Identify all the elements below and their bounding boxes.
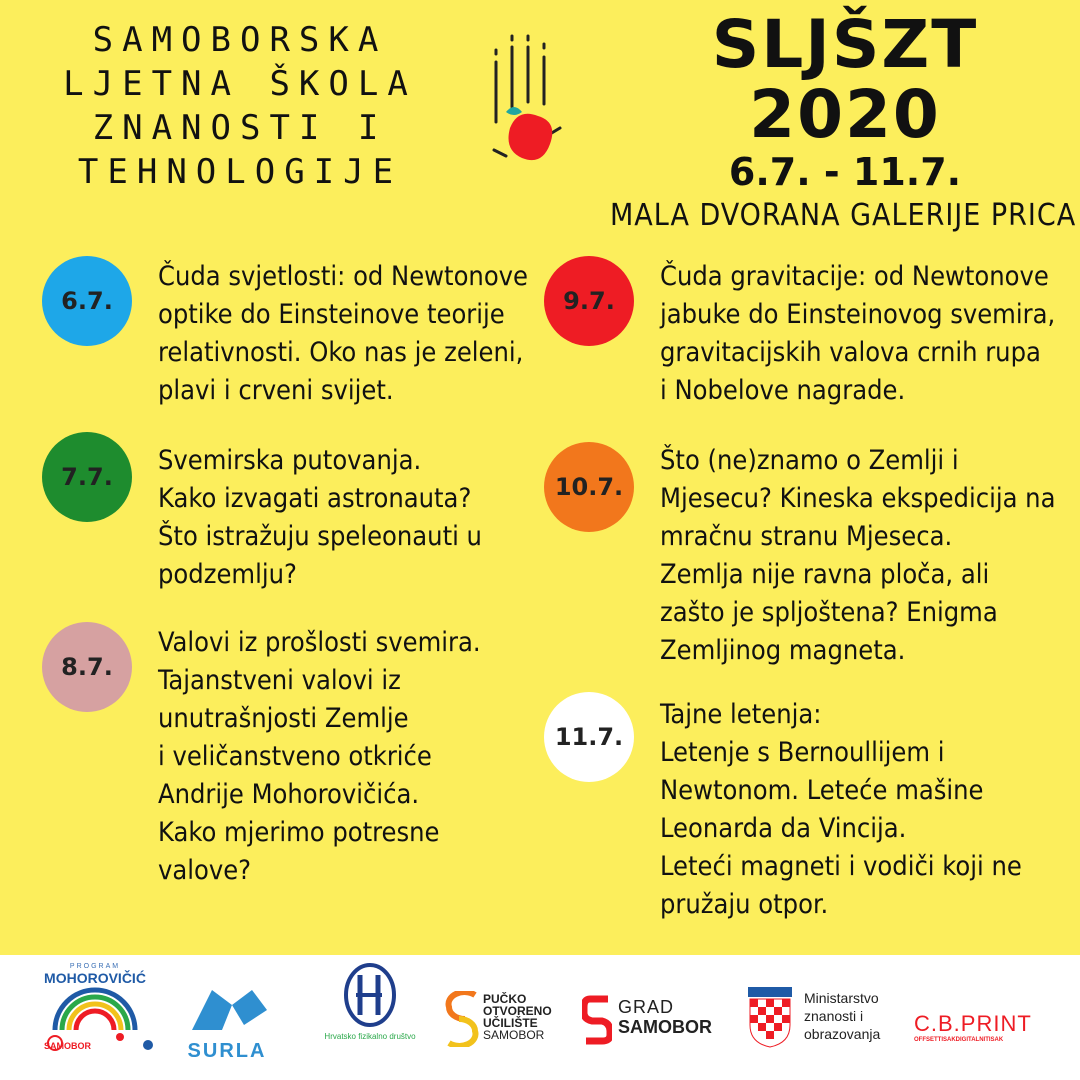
event-title — [640, 6, 1050, 153]
session-line: Newtonom. Leteće mašine — [660, 775, 984, 806]
session-description — [660, 442, 1055, 670]
date-circle: 7.7. — [42, 432, 132, 522]
date-circle: 6.7. — [42, 256, 132, 346]
session-line: Andrije Mohorovičića. — [158, 779, 420, 810]
ministry-line: obrazovanja — [804, 1026, 881, 1042]
session-line: Mjesecu? Kineska ekspedicija na — [660, 483, 1056, 514]
session-line: Zemljinog magneta. — [660, 635, 906, 666]
surla-mark-icon — [182, 985, 272, 1035]
session-line: optike do Einsteinove teorije — [158, 299, 505, 330]
session-line: Letenje s Bernoullijem i — [660, 737, 945, 768]
session-line: Kako mjerimo potresne — [158, 817, 440, 848]
school-line: TEHNOLOGIJE — [77, 152, 403, 192]
date-circle: 9.7. — [544, 256, 634, 346]
session-description — [158, 442, 482, 594]
session-line: Zemlja nije ravna ploča, ali — [660, 559, 990, 590]
pou-line: OTVORENO — [483, 1004, 552, 1018]
school-line: ZNANOSTI I — [92, 108, 388, 148]
session-line: Leonarda da Vincija. — [660, 813, 907, 844]
date-circle: 10.7. — [544, 442, 634, 532]
grad-label: GRAD — [618, 997, 675, 1017]
session-line: Svemirska putovanja. — [158, 445, 422, 476]
falling-apple-icon — [488, 32, 568, 172]
session-line: podzemlju? — [158, 559, 297, 590]
session-line: Leteći magneti i vodiči koji ne — [660, 851, 1022, 882]
sponsor-footer — [0, 955, 1080, 1080]
session-line: Valovi iz prošlosti svemira. — [158, 627, 481, 658]
session-line: Čuda svjetlosti: od Newtonove — [158, 261, 528, 292]
cbprint-subtitle: OFFSETTISAKDIGITALNITISAK — [914, 1037, 1004, 1043]
session-line: valove? — [158, 855, 252, 886]
session-line: Što istražuju speleonauti u — [158, 521, 482, 552]
date-circle: 8.7. — [42, 622, 132, 712]
session-line: Tajne letenja: — [660, 699, 822, 730]
croatian-coat-of-arms-icon — [746, 985, 794, 1049]
session-line: gravitacijskih valova crnih rupa — [660, 337, 1041, 368]
session-line: unutrašnjosti Zemlje — [158, 703, 409, 734]
event-venue: MALA DVORANA GALERIJE PRICA — [610, 198, 1077, 233]
session-line: Čuda gravitacije: od Newtonove — [660, 261, 1049, 292]
session-line: pružaju otpor. — [660, 889, 829, 920]
title-line: SLJŠZT — [711, 6, 979, 83]
cbprint-logo — [914, 1011, 1054, 1051]
title-year: 2020 — [749, 76, 941, 153]
pou-line: UČILIŠTE — [483, 1016, 538, 1030]
session-line: i Nobelove nagrade. — [660, 375, 906, 406]
hfd-name: Hrvatsko fizikalno društvo — [324, 1032, 416, 1041]
mohorovicic-logo — [30, 963, 160, 1073]
date-circle: 11.7. — [544, 692, 634, 782]
hfd-mark-icon — [320, 961, 420, 1027]
session-description — [158, 624, 481, 890]
session-line: i veličanstveno otkriće — [158, 741, 432, 772]
grad-name: SAMOBOR — [618, 1017, 712, 1037]
ministry-line: znanosti i — [804, 1008, 864, 1024]
surla-name: SURLA — [187, 1040, 267, 1062]
session-line: relativnosti. Oko nas je zeleni, — [158, 337, 524, 368]
mohorovicic-program-label: PROGRAM — [69, 963, 121, 970]
surla-logo — [182, 985, 272, 1065]
pou-line: SAMOBOR — [483, 1028, 545, 1042]
session-line: Kako izvagati astronauta? — [158, 483, 472, 514]
session-line: plavi i crveni svijet. — [158, 375, 394, 406]
event-dates: 6.7. - 11.7. — [728, 150, 962, 194]
pou-samobor-logo — [445, 991, 575, 1051]
school-line: LJETNA ŠKOLA — [63, 64, 417, 104]
session-line: zašto je spljoštena? Enigma — [660, 597, 998, 628]
school-line: SAMOBORSKA — [92, 20, 388, 60]
mohorovicic-samobor: SAMOBOR — [44, 1041, 91, 1051]
grad-samobor-mark-icon — [582, 995, 612, 1045]
school-name — [20, 18, 460, 194]
hfd-logo — [320, 961, 420, 1075]
session-line: jabuke do Einsteinovog svemira, — [660, 299, 1056, 330]
session-description — [158, 258, 528, 410]
session-description — [660, 258, 1055, 410]
session-line: Što (ne)znamo o Zemlji i — [660, 445, 959, 476]
session-line: Tajanstveni valovi iz — [158, 665, 401, 696]
mohorovicic-name: MOHOROVIČIĆ — [44, 970, 146, 986]
ministry-line: Ministarstvo — [804, 990, 879, 1006]
session-description — [660, 696, 1022, 924]
ministry-logo — [746, 985, 906, 1065]
session-line: mračnu stranu Mjeseca. — [660, 521, 953, 552]
pou-mark-icon — [445, 991, 479, 1047]
grad-samobor-logo — [582, 995, 732, 1045]
pou-line: PUČKO — [483, 992, 527, 1006]
cbprint-name: C.B.PRINT — [914, 1011, 1032, 1036]
